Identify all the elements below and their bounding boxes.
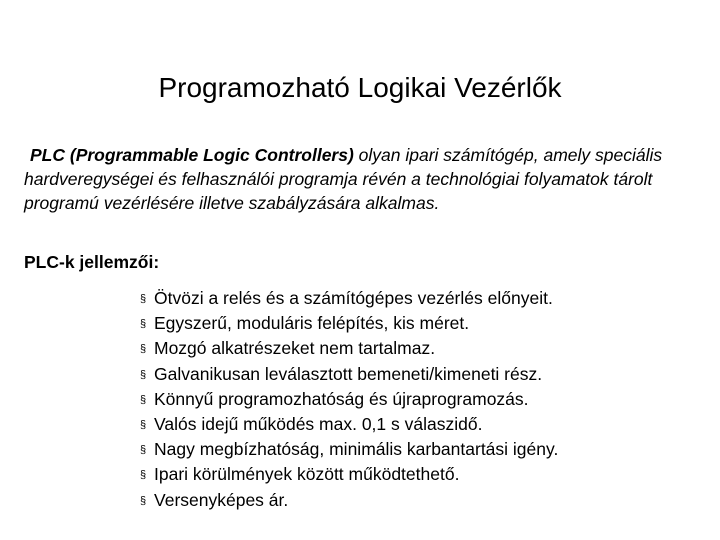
list-item [140, 412, 558, 437]
list-item-text: Egyszerű, moduláris felépítés, kis méret. [154, 313, 470, 334]
square-bullet-icon: § [140, 494, 147, 507]
list-item [140, 387, 558, 412]
list-item [140, 462, 558, 487]
square-bullet-icon: § [140, 293, 147, 305]
list-item [140, 311, 558, 336]
square-bullet-icon: § [140, 318, 147, 331]
features-heading: PLC-k jellemzői: [24, 252, 160, 272]
list-item-text: Mozgó alkatrészeket nem tartalmaz. [154, 338, 436, 359]
list-item-text: Nagy megbízhatóság, minimális karbantartási igény. [154, 439, 559, 460]
intro-lead: PLC (Programmable Logic Controllers) [30, 145, 354, 165]
intro-paragraph [24, 143, 696, 215]
features-list [140, 286, 558, 513]
list-item [140, 488, 558, 513]
square-bullet-icon: § [140, 393, 147, 406]
slide-title: Programozható Logikai Vezérlők [158, 72, 562, 103]
list-item [140, 336, 558, 361]
list-item [140, 362, 558, 387]
list-item-text: Valós idejű működés max. 0,1 s válaszidő. [154, 414, 483, 435]
square-bullet-icon: § [140, 368, 147, 381]
list-item-text: Könnyű programozhatóság és újraprogramozás. [154, 388, 529, 409]
list-item [140, 286, 558, 311]
square-bullet-icon: § [140, 444, 147, 457]
square-bullet-icon: § [140, 469, 147, 482]
list-item-text: Ipari körülmények között működtethető. [154, 464, 460, 485]
list-item-text: Versenyképes ár. [154, 489, 289, 510]
intro-text: olyan ipari számítógép, amely speciális hardveregységei és felhasználói programja révén a technológiai folyamatok tárolt programú vezérlésére illetve szabályzására alkalmas. [24, 145, 663, 213]
square-bullet-icon: § [140, 419, 147, 432]
list-item-text: Galvanikusan leválasztott bemeneti/kimeneti rész. [154, 363, 543, 384]
list-item-text: Ötvözi a relés és a számítógépes vezérlés előnyeit. [154, 288, 553, 308]
list-item [140, 437, 558, 462]
square-bullet-icon: § [140, 343, 147, 356]
